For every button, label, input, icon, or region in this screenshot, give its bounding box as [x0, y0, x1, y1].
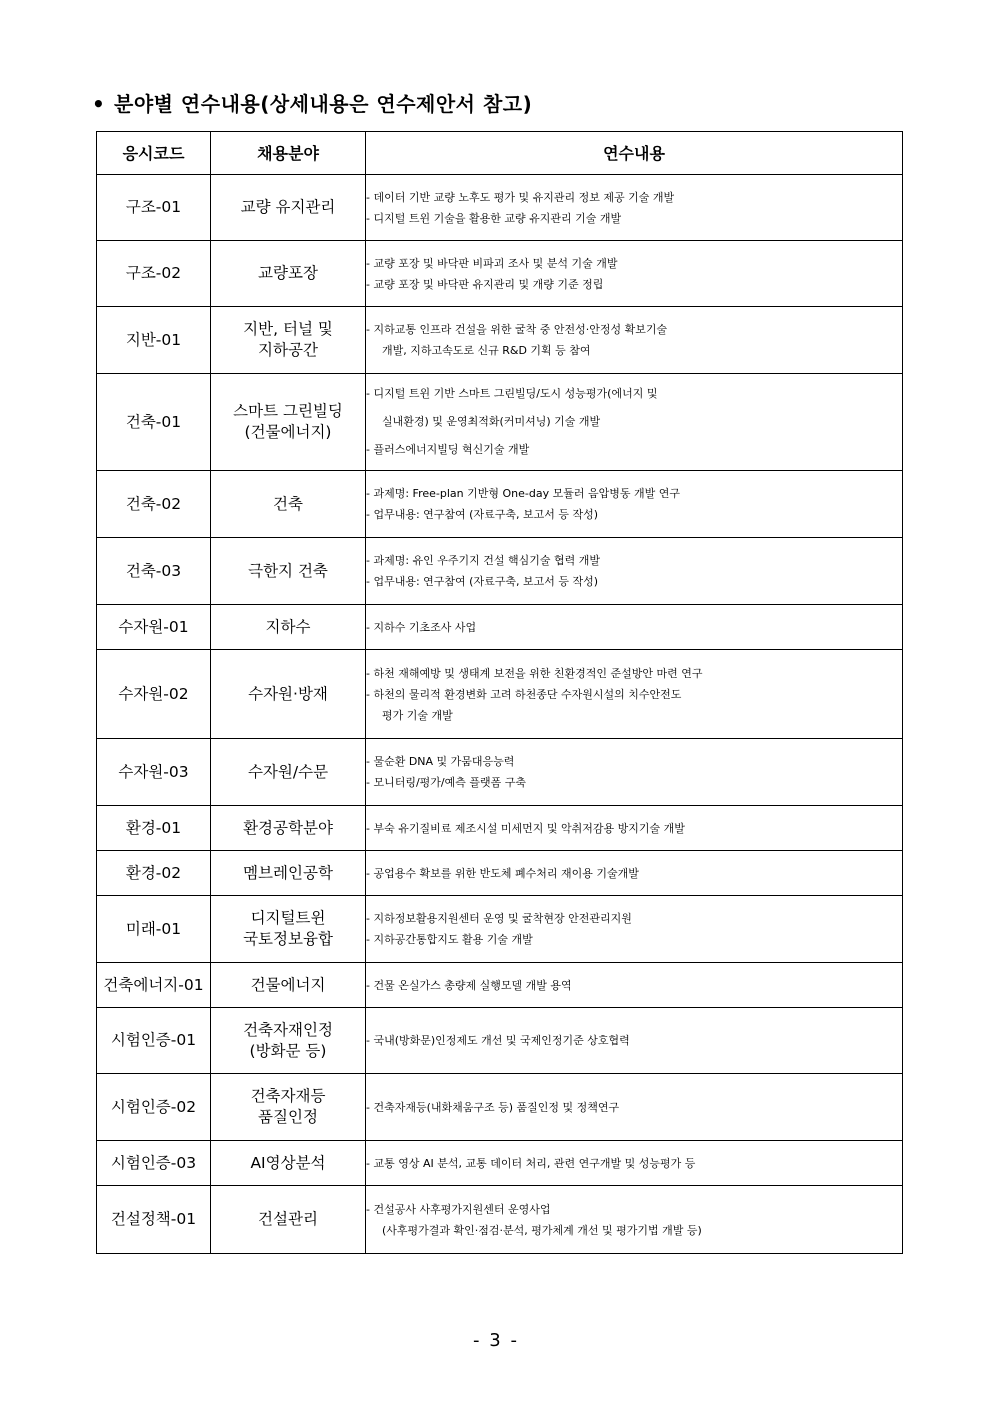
- table-row: [97, 1186, 903, 1254]
- table-row: [97, 1008, 903, 1074]
- row-content: [366, 650, 903, 739]
- field-line: 국토정보융합: [243, 930, 333, 948]
- row-content: [366, 538, 903, 605]
- row-field: [211, 963, 366, 1008]
- row-code: 구조-02: [97, 241, 211, 307]
- row-code: 환경-02: [97, 851, 211, 896]
- field-line: AI영상분석: [250, 1153, 326, 1172]
- row-field: [211, 1008, 366, 1074]
- table-row: [97, 471, 903, 538]
- row-code: 건축-03: [97, 538, 211, 605]
- row-content: [366, 851, 903, 896]
- field-line: 환경공학분야: [243, 818, 333, 837]
- content-line: - 교량 포장 및 바닥판 비파괴 조사 및 분석 기술 개발: [366, 256, 618, 270]
- row-field: [211, 241, 366, 307]
- row-content: [366, 1008, 903, 1074]
- row-field: [211, 739, 366, 806]
- content-line: - 하천의 물리적 환경변화 고려 하천종단 수자원시설의 치수안전도: [366, 687, 682, 701]
- content-line: - 디지털 트윈 기반 스마트 그린빌딩/도시 성능평가(에너지 및: [366, 387, 658, 400]
- content-line: - 지하교통 인프라 건설을 위한 굴착 중 안전성·안정성 확보기술: [366, 323, 668, 336]
- row-code: 건축에너지-01: [97, 963, 211, 1008]
- row-code: 수자원-03: [97, 739, 211, 806]
- table-row: [97, 739, 903, 806]
- field-line: 수자원/수문: [247, 762, 329, 781]
- table-body: [97, 175, 903, 1254]
- content-line: - 모니터링/평가/예측 플랫폼 구축: [366, 776, 527, 789]
- field-line: 품질인정: [258, 1108, 318, 1126]
- header-code: 응시코드: [97, 132, 211, 175]
- field-line: 교량 유지관리: [240, 198, 336, 216]
- row-code: 구조-01: [97, 175, 211, 241]
- row-content: [366, 374, 903, 471]
- heading-bullet: •: [92, 92, 106, 116]
- row-field: [211, 896, 366, 963]
- row-code: 미래-01: [97, 896, 211, 963]
- table-row: [97, 374, 903, 471]
- row-code: 건축-02: [97, 471, 211, 538]
- row-content: [366, 1074, 903, 1141]
- row-field: [211, 650, 366, 739]
- row-code: 시험인증-03: [97, 1141, 211, 1186]
- row-code: 수자원-02: [97, 650, 211, 739]
- field-line: 건축자재등: [250, 1087, 326, 1105]
- row-content: [366, 307, 903, 374]
- content-line: - 데이터 기반 교량 노후도 평가 및 유지관리 정보 제공 기술 개발: [366, 190, 675, 204]
- row-code: 환경-01: [97, 806, 211, 851]
- content-line: - 물순환 DNA 및 가뭄대응능력: [366, 755, 515, 768]
- row-code: 시험인증-02: [97, 1074, 211, 1141]
- row-content: [366, 963, 903, 1008]
- table-row: [97, 605, 903, 650]
- content-line: - 과제명: 유인 우주기지 건설 핵심기술 협력 개발: [366, 554, 601, 567]
- content-line: - 공업용수 확보를 위한 반도체 폐수처리 재이용 기술개발: [366, 866, 639, 880]
- content-line: - 교통 영상 AI 분석, 교통 데이터 처리, 관련 연구개발 및 성능평가 등: [366, 1156, 696, 1170]
- row-content: [366, 896, 903, 963]
- content-line: - 지하수 기초조사 사업: [366, 620, 477, 634]
- content-line: - 과제명: Free-plan 기반형 One-day 모듈러 음압병동 개발 연구: [366, 487, 680, 500]
- row-field: [211, 538, 366, 605]
- content-line: - 건물 온실가스 총량제 실행모델 개발 용역: [366, 978, 572, 992]
- row-field: [211, 806, 366, 851]
- content-line: - 국내(방화문)인정제도 개선 및 국제인정기준 상호협력: [366, 1034, 630, 1047]
- row-content: [366, 739, 903, 806]
- field-line: 건설관리: [258, 1210, 318, 1228]
- content-line: - 업무내용: 연구참여 (자료구축, 보고서 등 작성): [366, 508, 599, 521]
- row-field: [211, 307, 366, 374]
- content-line: - 지하정보활용지원센터 운영 및 굴착현장 안전관리지원: [366, 912, 632, 925]
- table-row: [97, 307, 903, 374]
- training-content-table: [96, 131, 903, 1254]
- content-line: - 교량 포장 및 바닥판 유지관리 및 개량 기준 정립: [366, 277, 604, 291]
- row-content: [366, 1186, 903, 1254]
- field-line: 건물에너지: [250, 975, 326, 994]
- content-line: - 플러스에너지빌딩 혁신기술 개발: [366, 443, 530, 456]
- table-row: [97, 851, 903, 896]
- field-line: 지하수: [265, 617, 311, 636]
- row-code: 수자원-01: [97, 605, 211, 650]
- field-line: 지반, 터널 및: [243, 320, 333, 338]
- row-content: [366, 241, 903, 307]
- content-line: - 하천 재해예방 및 생태계 보전을 위한 친환경적인 준설방안 마련 연구: [366, 666, 703, 680]
- header-field: 채용분야: [211, 132, 366, 175]
- table-row: [97, 175, 903, 241]
- row-code: 건축-01: [97, 374, 211, 471]
- row-field: [211, 374, 366, 471]
- field-line: 건축: [273, 494, 303, 513]
- row-content: [366, 1141, 903, 1186]
- header-content: 연수내용: [366, 132, 903, 175]
- page-number: - 3 -: [473, 1330, 519, 1351]
- field-line: 극한지 건축: [248, 561, 328, 580]
- row-code: 지반-01: [97, 307, 211, 374]
- content-line: - 건축자재등(내화채움구조 등) 품질인정 및 정책연구: [366, 1100, 620, 1114]
- content-line: - 업무내용: 연구참여 (자료구축, 보고서 등 작성): [366, 575, 599, 588]
- content-line: - 디지털 트윈 기술을 활용한 교량 유지관리 기술 개발: [366, 211, 622, 225]
- field-line: (건물에너지): [244, 423, 332, 441]
- table-row: [97, 1141, 903, 1186]
- field-line: 지하공간: [258, 341, 318, 359]
- table-row: [97, 963, 903, 1008]
- row-content: [366, 605, 903, 650]
- row-field: [211, 851, 366, 896]
- content-line: 평가 기술 개발: [382, 708, 453, 722]
- row-field: [211, 175, 366, 241]
- content-line: - 지하공간통합지도 활용 기술 개발: [366, 933, 533, 946]
- content-line: - 부숙 유기질비료 제조시설 미세먼지 및 악취저감용 방지기술 개발: [366, 821, 685, 835]
- field-line: 건축자재인정: [243, 1020, 333, 1039]
- content-line: 실내환경) 및 운영최적화(커미셔닝) 기술 개발: [382, 415, 601, 428]
- row-code: 건설정책-01: [97, 1186, 211, 1254]
- table-row: [97, 538, 903, 605]
- row-field: [211, 1186, 366, 1254]
- row-field: [211, 605, 366, 650]
- table-header-row: [97, 132, 903, 175]
- section-heading: [92, 88, 532, 117]
- row-content: [366, 806, 903, 851]
- content-line: 개발, 지하고속도로 신규 R&D 기획 등 참여: [382, 344, 591, 357]
- field-line: 스마트 그린빌딩: [233, 402, 343, 420]
- table-row: [97, 650, 903, 739]
- row-field: [211, 1141, 366, 1186]
- table-row: [97, 241, 903, 307]
- row-content: [366, 471, 903, 538]
- field-line: (방화문 등): [249, 1041, 327, 1060]
- content-line: - 건설공사 사후평가지원센터 운영사업: [366, 1202, 551, 1216]
- row-field: [211, 1074, 366, 1141]
- row-code: 시험인증-01: [97, 1008, 211, 1074]
- table-row: [97, 896, 903, 963]
- table-row: [97, 806, 903, 851]
- field-line: 디지털트윈: [250, 909, 326, 927]
- field-line: 교량포장: [258, 264, 318, 282]
- table-row: [97, 1074, 903, 1141]
- content-line: (사후평가결과 확인·점검·분석, 평가체계 개선 및 평가기법 개발 등): [382, 1223, 702, 1237]
- heading-text: 분야별 연수내용(상세내용은 연수제안서 참고): [114, 92, 533, 116]
- field-line: 멤브레인공학: [243, 863, 333, 882]
- field-line: 수자원·방재: [248, 684, 328, 703]
- row-field: [211, 471, 366, 538]
- row-content: [366, 175, 903, 241]
